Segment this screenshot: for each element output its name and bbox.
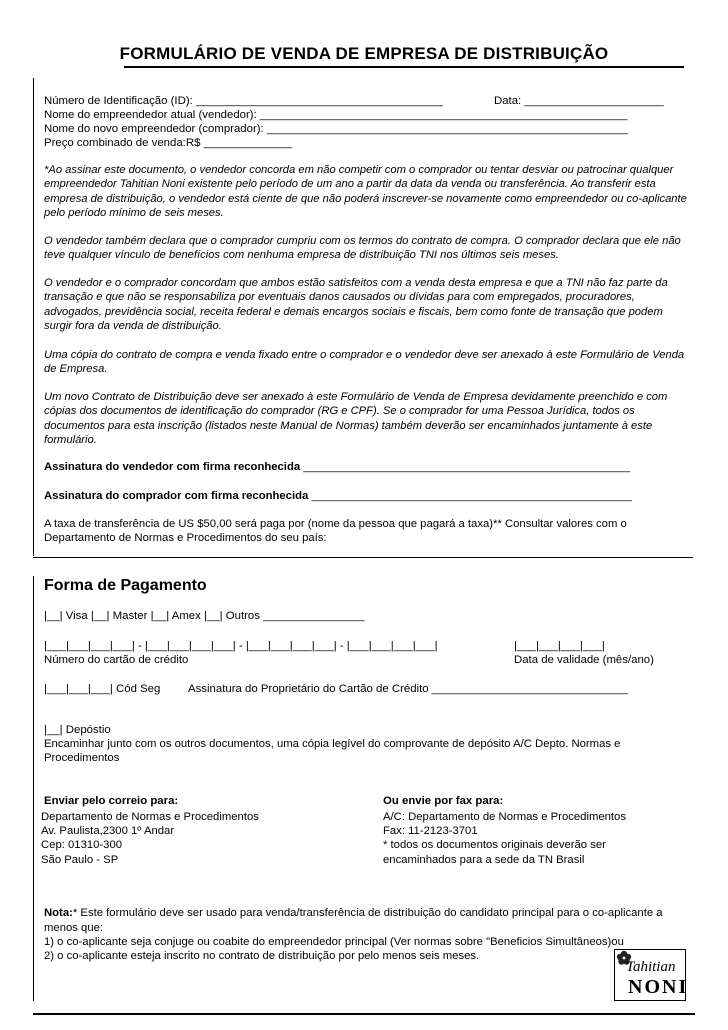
mail-line: Cep: 01310-300 [41,839,123,852]
seller-signature-label: Assinatura do vendedor com firma reconhecida [44,461,301,473]
title-rule [124,66,684,68]
buyer-signature-label: Assinatura do comprador com firma reconhecida [44,490,309,502]
fax-line: Fax: 11-2123-3701 [383,825,478,838]
note-item-1: 1) o co-aplicante seja conjuge ou coabite do empreendedor principal (Ver normas sobre "Beneficios Simultâneos)ou [44,936,624,948]
mail-line: Departamento de Normas e Procedimentos [41,811,259,823]
mail-line: Av. Paulista,2300 1º Andar [41,825,175,838]
transfer-fee-text: A taxa de transferência de US $50,00 será paga por (nome da pessoa que pagará a taxa)** Consultar valores com o Departamento de Normas e Procedimentos do seu país: [44,518,627,545]
mail-address [41,810,259,867]
card-number-label: Número do cartão de crédito [44,654,189,666]
note-text: * Este formulário deve ser usado para venda/transferência de distribuição do candidato principal para o co-aplicante a menos que: [44,907,663,934]
fax-line: A/C: Departamento de Normas e Procedimentos [383,811,626,823]
contract-copy-paragraph: Uma cópia do contrato de compra e venda fixado entre o comprador e o vendedor deve ser anexado à este Formulário de Venda de Empresa. [44,349,685,376]
payment-rule [33,557,693,558]
liability-paragraph: O vendedor e o comprador concordam que ambos estão satisfeitos com a venda desta empresa e que a TNI não faz parte da transação e que não se responsabiliza por eventuais danos causados ou dívidas para com empregados, procuradores, advogados, previdência social, receita federal e demais encargos sociais e fiscais, bem como fonte de transação que podem surgir fora da venda de distribuição. [44,277,668,333]
seller-name-field[interactable]: Nome do empreendedor atual (vendedor): __________________________________________________________ [44,109,628,121]
seller-signature-row[interactable] [44,461,630,473]
buyer-name-field[interactable]: Nome do novo empreendedor (comprador): _________________________________________________________ [44,123,628,135]
note-item-2: 2) o co-aplicante esteja inscrito no contrato de distribuição por pelo menos seis meses. [44,950,480,962]
expiry-label: Data de validade (mês/ano) [514,654,654,666]
deposit-instructions: Encaminhar junto com os outros documentos, uma cópia legível do comprovante de depósito A/C Depto. Normas e Procedimentos [44,738,621,765]
left-border-bottom [33,576,34,1001]
logo-line1: Tahitian [626,959,676,975]
mail-heading: Enviar pelo correio para: [44,795,179,807]
mail-line: São Paulo - SP [41,853,119,866]
fax-line: * todos os documentos originais deverão ser [383,839,606,852]
fax-heading: Ou envie por fax para: [383,795,504,807]
fax-line: encaminhados para a sede da TN Brasil [383,853,585,866]
new-contract-paragraph: Um novo Contrato de Distribuição deve ser anexado à este Formulário de Venda de Empresa devidamente preenchido e com cópias dos documentos de identificação do comprador (RG e CPF). Se o comprador for uma Pessoa Jurídica, todos os documentos para esta inscrição (listados neste Manual de Normas) também deverão ser encaminhados juntamente à este formulário. [44,391,668,447]
left-border-top [33,78,34,556]
bottom-rule [33,1013,695,1015]
date-field[interactable]: Data: ______________________ [494,95,664,107]
seller-declaration-paragraph: O vendedor também declara que o comprador cumpriu com os termos do contrato de compra. O comprador declara que ele não teve qualquer vínculo de benefícios com nenhuma empresa de distribuição TNI nos últimos seis meses. [44,235,681,262]
buyer-signature-row[interactable] [44,490,632,502]
logo-line2: NONI [628,976,689,998]
tahitian-noni-logo [614,949,689,1001]
fax-details [383,810,626,867]
non-compete-paragraph: *Ao assinar este documento, o vendedor concorda em não competir com o comprador ou tentar desviar ou patrocinar qualquer empreendedor Tahitian Noni existente pelo período de um ano a partir da data da venda ou transferência. Ao transferir esta empresa de distribuição, o vendedor está ciente de que não poderá inscrever-se novamente como empreendedor ou co-aplicante pelo período mínimo de seis meses. [44,164,687,220]
deposit-checkbox[interactable]: |__| Depóstio [44,724,111,736]
expiry-boxes[interactable]: |___|___|___|___| [514,640,605,652]
seller-signature-line[interactable]: ____________________________________________________ [303,461,630,473]
payment-heading: Forma de Pagamento [44,577,207,594]
note-label: Nota: [44,907,73,919]
id-field[interactable]: Número de Identificação (ID): _______________________________________ [44,95,444,107]
card-number-boxes[interactable]: |___|___|___|___| - |___|___|___|___| - |___|___|___|___| - |___|___|___|___| [44,640,438,652]
price-field[interactable]: Preço combinado de venda:R$ ______________ [44,137,293,149]
note-block [44,906,684,935]
card-holder-signature[interactable]: Assinatura do Proprietário do Cartão de Crédito _______________________________ [188,683,629,695]
buyer-signature-line[interactable]: ___________________________________________________ [311,490,632,502]
card-type-options[interactable]: |__| Visa |__| Master |__| Amex |__| Outros ________________ [44,610,365,622]
form-title: FORMULÁRIO DE VENDA DE EMPRESA DE DISTRIBUIÇÃO [119,44,609,63]
security-code-field[interactable]: |___|___|___| Cód Seg [44,683,161,695]
